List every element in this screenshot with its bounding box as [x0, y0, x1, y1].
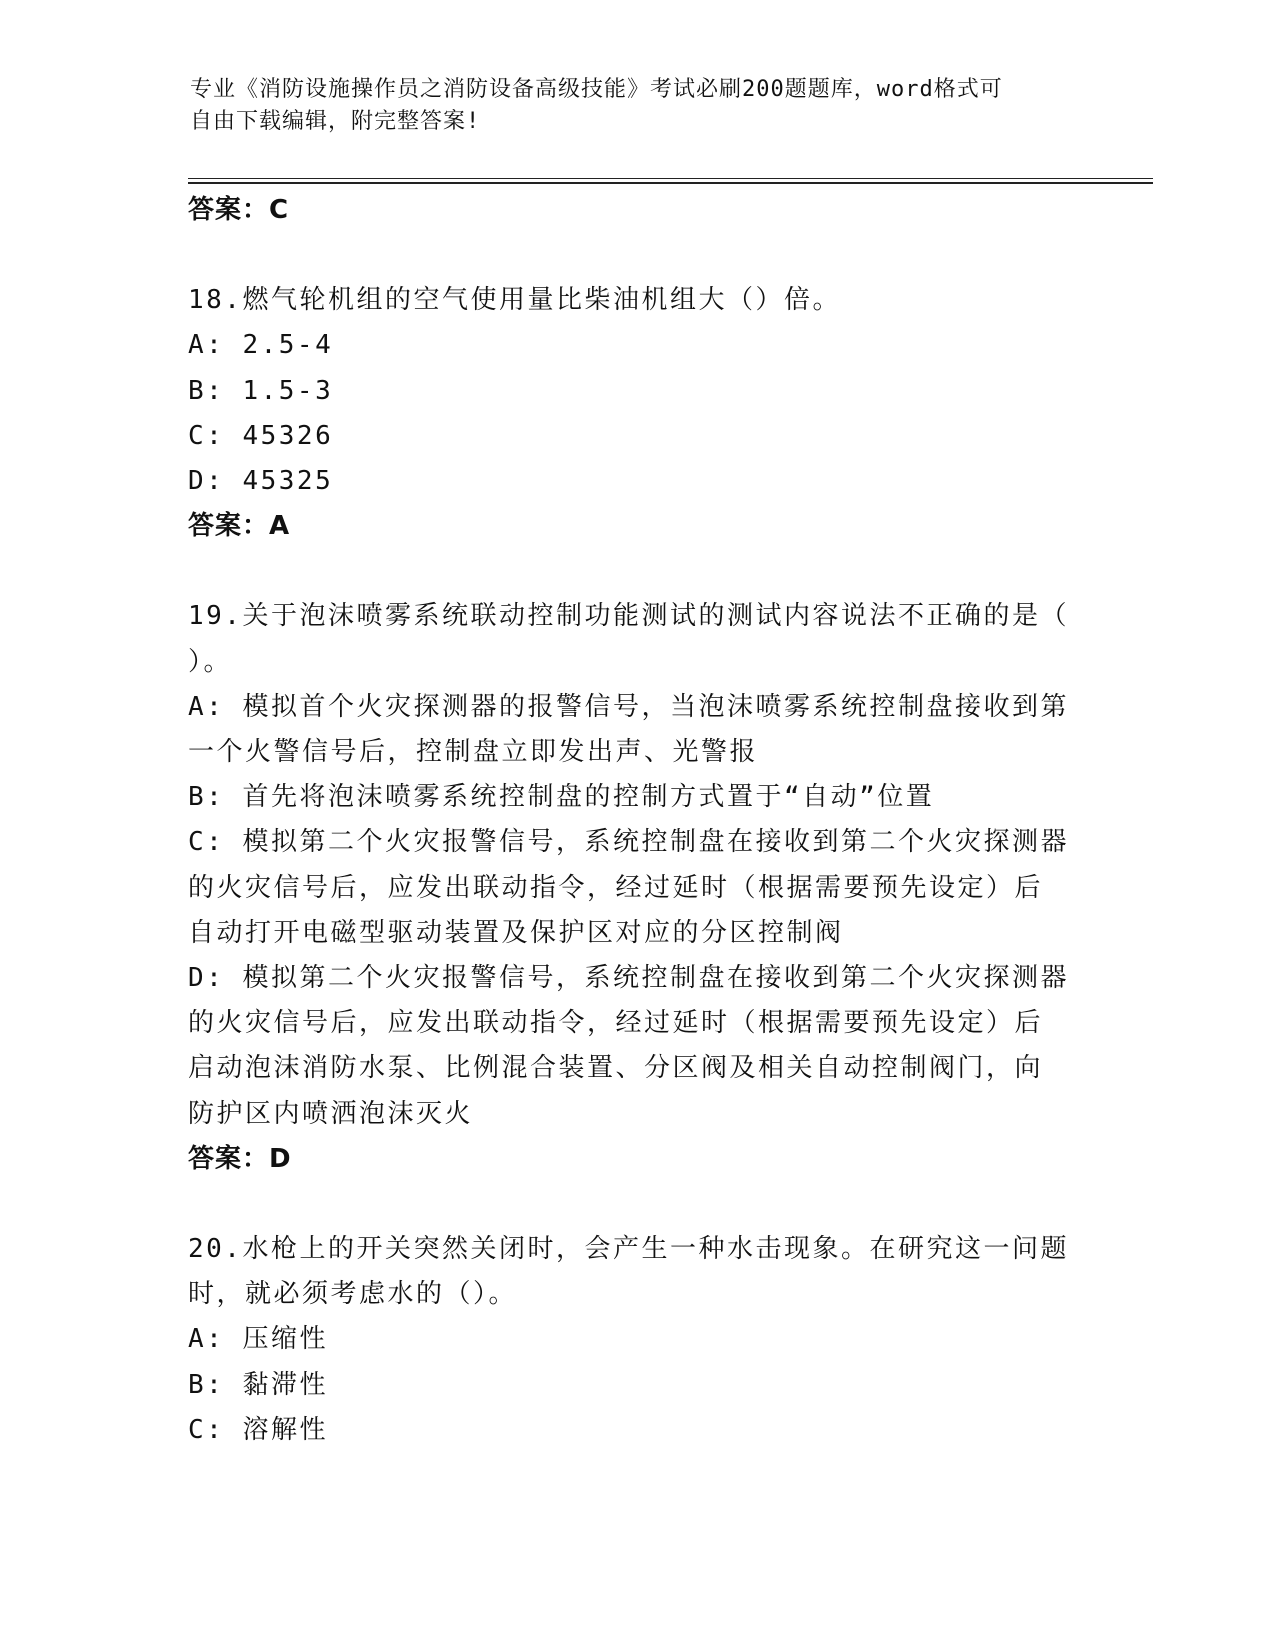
- option-c: C: 溶解性: [188, 1414, 328, 1445]
- option-c-line-3: 自动打开电磁型驱动装置及保护区对应的分区控制阀: [188, 917, 844, 948]
- spacer: [188, 549, 1078, 594]
- option-c-line-2: 的火灾信号后，应发出联动指令，经过延时（根据需要预先设定）后: [188, 872, 1044, 903]
- option-b-line-1: B: 首先将泡沫喷雾系统控制盘的控制方式置于“自动”位置: [188, 782, 935, 813]
- spacer: [188, 1182, 1078, 1227]
- question-stem-line-2: 时，就必须考虑水的（）。: [188, 1279, 518, 1310]
- option-d-line-3: 启动泡沫消防水泵、比例混合装置、分区阀及相关自动控制阀门，向: [188, 1053, 1044, 1084]
- question-20: [188, 1227, 1078, 1453]
- header-line-1: 专业《消防设施操作员之消防设备高级技能》考试必刷200题题库，word格式可: [190, 77, 1003, 102]
- question-19: [188, 594, 1078, 1182]
- spacer: [188, 233, 1078, 278]
- option-d: D: 45325: [188, 466, 334, 497]
- question-stem: 18.燃气轮机组的空气使用量比柴油机组大（）倍。: [188, 285, 841, 316]
- option-b: B: 1.5-3: [188, 375, 334, 406]
- option-a-line-1: A: 模拟首个火灾探测器的报警信号，当泡沫喷雾系统控制盘接收到第: [188, 691, 1069, 722]
- question-stem-line-2: ）。: [188, 646, 233, 677]
- option-a: A: 2.5-4: [188, 330, 334, 361]
- header-divider-thick: [188, 182, 1153, 184]
- option-a: A: 压缩性: [188, 1324, 328, 1355]
- option-b: B: 黏滞性: [188, 1369, 328, 1400]
- answer-18: 答案：A: [188, 511, 291, 542]
- answer-19: 答案：D: [188, 1143, 292, 1174]
- option-a-line-2: 一个火警信号后，控制盘立即发出声、光警报: [188, 737, 759, 768]
- header-divider-thin: [188, 178, 1153, 179]
- option-d-line-1: D: 模拟第二个火灾报警信号，系统控制盘在接收到第二个火灾探测器: [188, 963, 1069, 994]
- question-list: [188, 188, 1078, 1453]
- header-line-2: 自由下载编辑，附完整答案!: [190, 109, 481, 134]
- option-d-line-4: 防护区内喷洒泡沫灭火: [188, 1098, 474, 1129]
- question-stem-line-1: 20.水枪上的开关突然关闭时，会产生一种水击现象。在研究这一问题: [188, 1234, 1069, 1265]
- document-header: [190, 74, 1070, 138]
- question-stem-line-1: 19.关于泡沫喷雾系统联动控制功能测试的测试内容说法不正确的是（: [188, 601, 1069, 632]
- answer-17: 答案：C: [188, 195, 290, 225]
- option-c: C: 45326: [188, 420, 334, 451]
- option-c-line-1: C: 模拟第二个火灾报警信号，系统控制盘在接收到第二个火灾探测器: [188, 827, 1069, 858]
- question-18: [188, 278, 1078, 549]
- option-d-line-2: 的火灾信号后，应发出联动指令，经过延时（根据需要预先设定）后: [188, 1008, 1044, 1039]
